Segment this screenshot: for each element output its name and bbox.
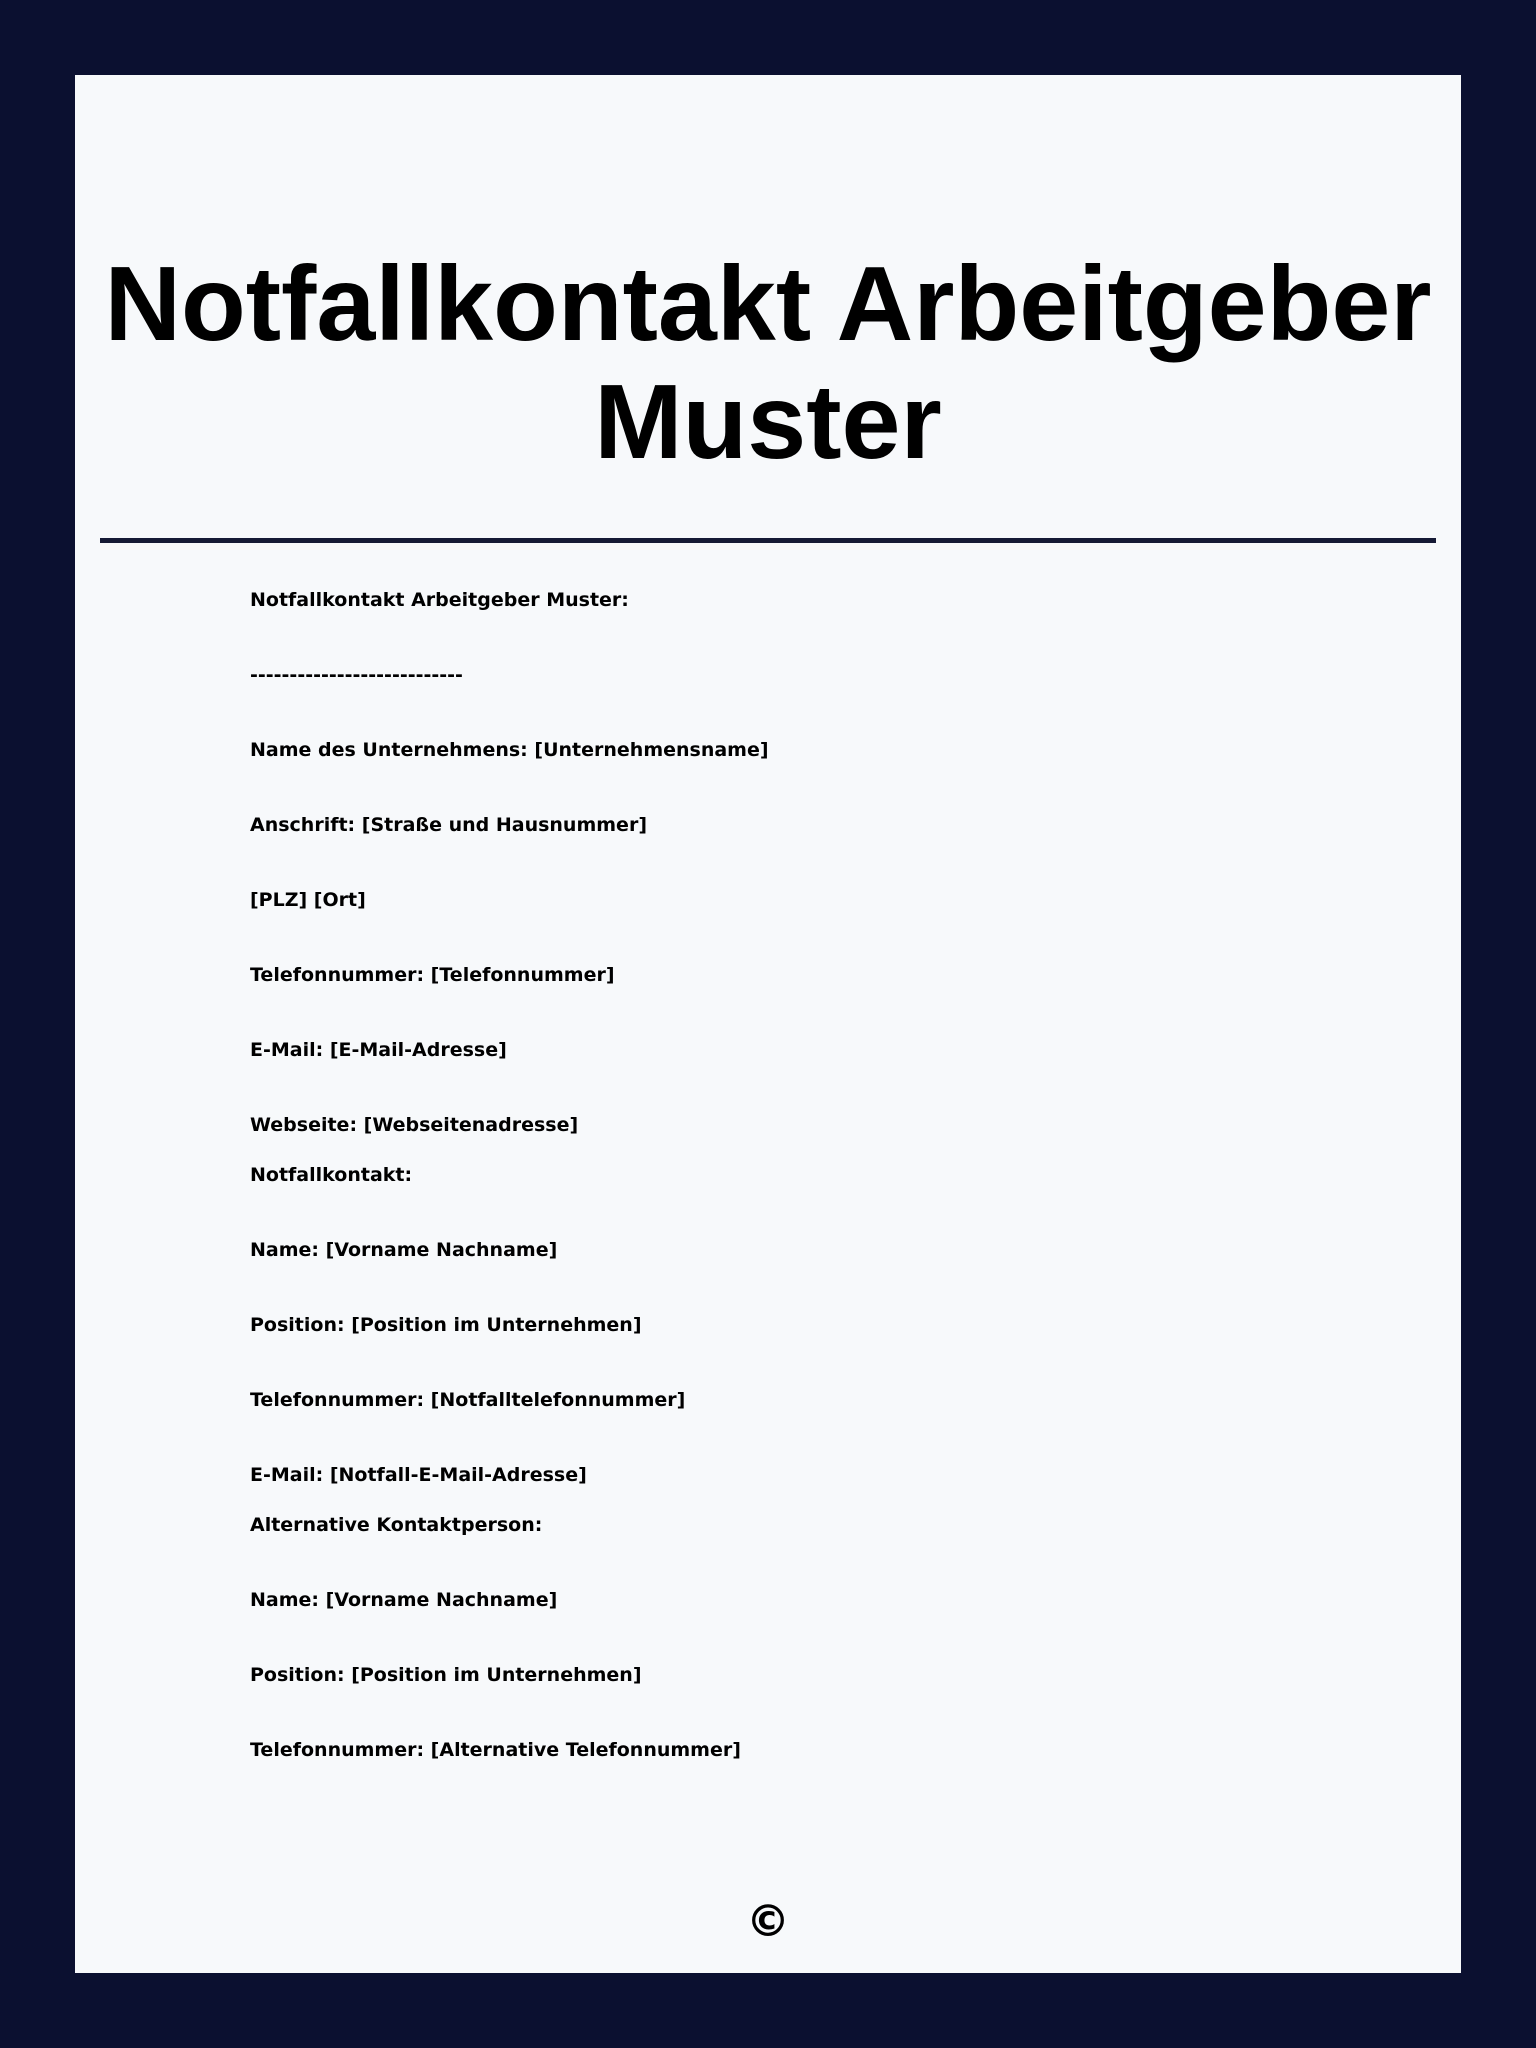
emergency-name-line: Name: [Vorname Nachname]: [250, 1239, 558, 1261]
emergency-position-line: Position: [Position im Unternehmen]: [250, 1314, 642, 1336]
separator-line: ---------------------------: [250, 664, 463, 686]
section-heading: Notfallkontakt Arbeitgeber Muster:: [250, 589, 629, 611]
company-name-line: Name des Unternehmens: [Unternehmensname]: [250, 739, 769, 761]
alternative-position-line: Position: [Position im Unternehmen]: [250, 1664, 642, 1686]
company-phone-line: Telefonnummer: [Telefonnummer]: [250, 964, 615, 986]
document-page: [75, 75, 1461, 1973]
company-email-line: E-Mail: [E-Mail-Adresse]: [250, 1039, 507, 1061]
alternative-name-line: Name: [Vorname Nachname]: [250, 1589, 558, 1611]
alternative-contact-heading: Alternative Kontaktperson:: [250, 1514, 543, 1536]
postal-city-line: [PLZ] [Ort]: [250, 889, 366, 911]
copyright-icon: ©: [746, 1896, 790, 1947]
document-title: Notfallkontakt Arbeitgeber Muster: [104, 245, 1432, 481]
emergency-email-line: E-Mail: [Notfall-E-Mail-Adresse]: [250, 1464, 587, 1486]
emergency-phone-line: Telefonnummer: [Notfalltelefonnummer]: [250, 1389, 686, 1411]
alternative-phone-line: Telefonnummer: [Alternative Telefonnummer]: [250, 1739, 741, 1761]
document-body: [250, 587, 1350, 1763]
title-divider: [100, 538, 1436, 543]
company-website-line: Webseite: [Webseitenadresse]: [250, 1114, 579, 1136]
emergency-contact-heading: Notfallkontakt:: [250, 1164, 413, 1186]
address-line: Anschrift: [Straße und Hausnummer]: [250, 814, 647, 836]
